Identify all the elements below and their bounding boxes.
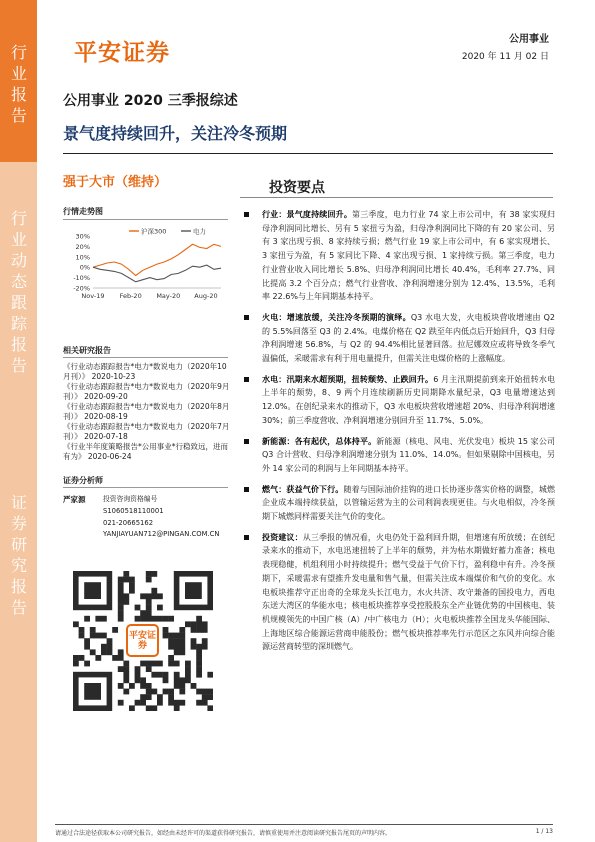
qr-module [146, 616, 152, 622]
qr-module [163, 672, 169, 678]
y-tick-label: 20% [75, 242, 90, 251]
rating-badge: 强于大市（维持） [63, 175, 168, 190]
qr-module [140, 593, 146, 599]
qr-module [101, 644, 107, 650]
qr-module [174, 683, 180, 689]
qr-module [202, 689, 208, 695]
qr-module [151, 593, 157, 599]
qr-module [207, 694, 213, 700]
qr-module [101, 649, 107, 655]
qr-module [112, 655, 118, 661]
qr-module [118, 666, 124, 672]
bullet-square-icon [244, 315, 249, 320]
qr-module [191, 621, 197, 627]
analyst-info [103, 494, 219, 541]
qr-module [185, 661, 191, 667]
qr-module [157, 661, 163, 667]
qr-module [140, 677, 146, 683]
qr-module [202, 644, 208, 650]
qr-module [151, 616, 157, 622]
related-report-link[interactable]: 《行业动态跟踪报告*电力*数说电力（2020年8月刊）》 2020-08-19 [63, 402, 230, 421]
highlight-item: 燃气：获益气价下行。随着与国际油价挂钩的进口长协逐步落实价格的调整，城燃企业成本端持续获益，以管输运营为主的公司利润表现更佳。与火电相似，冷冬预期下城燃同样需要关注气价的变化。 [240, 483, 555, 524]
qr-module [123, 593, 129, 599]
qr-module [202, 700, 208, 706]
qr-module [179, 627, 185, 633]
series-line-power [93, 265, 221, 282]
x-tick-label: May-20 [156, 292, 181, 300]
qr-module [79, 627, 85, 633]
bullet-square-icon [244, 212, 249, 217]
highlight-item: 新能源：各有起伏，总体持平。新能源（核电、风电、光伏发电）板块 15 家公司 Q3 合计营收、归母净利润增速分别为 11.0%、14.0%。但如果剔除中国核电，另外 14 家公司的利润与上年同期基本持平。 [240, 435, 555, 476]
qr-module [191, 627, 197, 633]
qr-module [118, 593, 124, 599]
y-tick-label: 0% [79, 263, 90, 272]
qr-module [146, 610, 152, 616]
title-divider [63, 153, 553, 154]
related-report-link[interactable]: 《行业动态跟踪报告*电力*数说电力（2020年10月刊）》 2020-10-23 [63, 362, 227, 381]
qr-module [207, 705, 213, 711]
qr-module [163, 616, 169, 622]
qr-module [129, 705, 135, 711]
qr-module [118, 577, 124, 583]
qr-module [90, 649, 96, 655]
qr-module [196, 655, 202, 661]
qr-module [191, 644, 197, 650]
qr-module [196, 621, 202, 627]
qr-module [163, 633, 169, 639]
qr-module [146, 705, 152, 711]
qr-module [146, 593, 152, 599]
qr-module [151, 661, 157, 667]
qr-module [179, 683, 185, 689]
qr-module [207, 672, 213, 678]
analyst-email[interactable]: YANJIAYUAN712@PINGAN.COM.CN [103, 530, 220, 539]
legend-label: 电力 [193, 227, 206, 236]
qr-module [123, 689, 129, 695]
analyst-cert-number: S1060518110001 [103, 506, 164, 515]
qr-module [118, 605, 124, 611]
qr-module [196, 666, 202, 672]
highlight-item: 行业：景气度持续回升。第三季度，电力行业 74 家上市公司中，有 38 家实现归母净利润同比增长、另有 5 家扭亏为盈，归母净利润同比下降的有 20 家公司、另有 3 家出现亏损、8 家持续亏损；燃气行业 19 家上市公司中，有 6 家实现增长、3 家扭亏为盈，有 5 家同比下降、4 家出现亏损、1 家持续亏损。第三季度，电力行业营业收入同比增长 5.8%、归母净利润同比增长 40.4%，毛利率 27.7%、同比提高 3.2 个百分点；燃气行业营收、净利润增速分别为 12.4%、13.5%，毛利率 22.6%与上年同期基本持平。 [240, 208, 555, 304]
qr-module [163, 689, 169, 695]
highlight-item: 水电：汛期来水超预期，扭转颓势、止跌回升。6 月主汛期提前到来开始扭转水电上半年的颓势，8、9 两个月连续刷新历史同期降水量纪录，Q3 电量增速达到 12.0%。在创纪录来水的推动下，Q3 水电板块营收增速超 20%、归母净利润增速 30%；前三季度营收、净利润增速分别回升至 11.7%、5.0%。 [240, 373, 555, 428]
qr-module [191, 638, 197, 644]
qr-module [174, 700, 180, 706]
qr-module [179, 700, 185, 706]
qr-module [185, 677, 191, 683]
qr-module [168, 633, 174, 639]
qr-module [73, 661, 79, 667]
qr-module [123, 666, 129, 672]
qr-module [146, 689, 152, 695]
company-logo: 平安证券 [74, 40, 170, 66]
qr-module [163, 627, 169, 633]
qr-module [84, 644, 90, 650]
sidebar-research-label: 证券研究报告 [10, 493, 27, 617]
qr-module [202, 627, 208, 633]
qr-module [140, 661, 146, 667]
report-title: 公用事业 2020 三季报综述 [63, 93, 238, 109]
qr-module [179, 638, 185, 644]
qr-module [179, 689, 185, 695]
qr-module [174, 661, 180, 667]
qr-module [174, 677, 180, 683]
qr-module [151, 588, 157, 594]
qr-module [123, 577, 129, 583]
qr-module [118, 582, 124, 588]
qr-module [202, 621, 208, 627]
qr-module [196, 689, 202, 695]
divider [63, 487, 228, 488]
related-report-link[interactable]: 《行业动态跟踪报告*电力*数说电力（2020年9月刊）》 2020-09-20 [63, 382, 230, 401]
qr-module [129, 577, 135, 583]
related-reports-label: 相关研究报告 [63, 346, 111, 355]
qr-module [95, 616, 101, 622]
y-tick-label: 10% [75, 253, 90, 262]
qr-finder [185, 582, 202, 599]
y-tick-label: 30% [75, 232, 90, 241]
qr-module [135, 672, 141, 678]
footer-disclaimer: 请通过合法途径获取本公司研究报告，如经由未经许可的渠道获得研究报告，请慎重使用并注意阅读研究报告尾页的声明内容。 [55, 830, 392, 837]
x-tick-label: Feb-20 [119, 292, 142, 300]
qr-module [185, 666, 191, 672]
qr-module [174, 638, 180, 644]
qr-module [157, 593, 163, 599]
qr-module [168, 644, 174, 650]
qr-module [123, 677, 129, 683]
qr-module [118, 610, 124, 616]
trend-chart-label: 行情走势图 [63, 207, 103, 216]
analyst-label: 证券分析师 [63, 476, 103, 485]
qr-module [185, 672, 191, 678]
footer [55, 828, 553, 837]
qr-module [101, 633, 107, 639]
section-divider [240, 197, 553, 198]
qr-module [140, 700, 146, 706]
qr-module [157, 694, 163, 700]
analyst-name: 严家源 [63, 495, 86, 504]
y-tick-label: -10% [73, 274, 90, 283]
qr-module [174, 672, 180, 678]
qr-module [202, 694, 208, 700]
qr-module [118, 588, 124, 594]
section-title: 投资要点 [269, 180, 325, 196]
bullet-square-icon [244, 535, 249, 540]
qr-module [79, 633, 85, 639]
qr-module [140, 610, 146, 616]
qr-module [146, 661, 152, 667]
analyst-cert-label: 投资咨询资格编号 [103, 495, 158, 503]
qr-module [174, 644, 180, 650]
related-reports-list [63, 362, 233, 462]
highlight-item: 投资建议：从三季报的情况看，火电仍处于盈利回升期，但增速有所放缓；在创纪录来水的推动下，水电迅速扭转了上半年的颓势，并为枯水期做好蓄力准备；核电表现稳健，机组利用小时持续提升；燃气受益于气价下行，盈利稳中有升。冷冬预期下，采暖需求有望推升发电量和售气量，但需关注成本端煤价和气价的变化。水电板块推荐守正出奇的全球龙头长江电力，水火共济、攻守兼备的国投电力，西电东送大湾区的华能水电；核电板块推荐享受控股股东全产业链优势的中国核电、装机规模领先的中国广核（A）/中广核电力（H）；火电板块推荐全国龙头华能国际、上海地区综合能源运营商申能股份；燃气板块推荐率先行示范区之东风并向综合能源运营商转型的深圳燃气。 [240, 531, 555, 654]
qr-module [118, 655, 124, 661]
qr-module [179, 633, 185, 639]
qr-module [157, 672, 163, 678]
investment-highlights [240, 208, 555, 661]
qr-module [123, 599, 129, 605]
trend-chart [63, 222, 228, 302]
qr-module [168, 638, 174, 644]
qr-module [151, 571, 157, 577]
x-tick-label: Nov-19 [81, 292, 105, 300]
qr-module [196, 661, 202, 667]
qr-module [135, 616, 141, 622]
qr-module [107, 644, 113, 650]
sidebar-report-type: 行业报告 [10, 43, 27, 125]
qr-module [73, 655, 79, 661]
qr-module [163, 677, 169, 683]
header-date: 2020 年 11 月 02 日 [461, 52, 549, 62]
qr-module [118, 700, 124, 706]
legend-label: 沪深300 [141, 227, 167, 236]
qr-module [168, 616, 174, 622]
qr-module [107, 649, 113, 655]
page-number: 1 / 13 [535, 828, 553, 835]
qr-module [118, 683, 124, 689]
related-report-link[interactable]: 《行业半年度策略报告*公用事业*行稳致远，进而有为》 2020-06-24 [63, 442, 228, 461]
qr-module [157, 605, 163, 611]
qr-module [90, 627, 96, 633]
qr-module [168, 694, 174, 700]
qr-module [168, 655, 174, 661]
qr-module [196, 644, 202, 650]
qr-module [146, 683, 152, 689]
qr-module [146, 694, 152, 700]
qr-module [135, 700, 141, 706]
y-tick-label: -20% [73, 284, 90, 293]
footer-divider [55, 824, 553, 825]
related-report-link[interactable]: 《行业动态跟踪报告*电力*数说电力（2020年7月刊）》 2020-07-18 [63, 422, 230, 441]
qr-module [140, 694, 146, 700]
qr-module [123, 672, 129, 678]
qr-module [84, 616, 90, 622]
qr-module [135, 605, 141, 611]
qr-module [112, 627, 118, 633]
qr-module [179, 644, 185, 650]
qr-module [168, 661, 174, 667]
qr-module [129, 582, 135, 588]
qr-module [107, 638, 113, 644]
qr-module [157, 700, 163, 706]
qr-finder [84, 582, 101, 599]
qr-module [185, 621, 191, 627]
sidebar-report-subtype: 行业动态跟踪报告 [10, 209, 27, 375]
qr-module [140, 683, 146, 689]
qr-module [207, 689, 213, 695]
x-tick-label: Aug-20 [194, 292, 218, 300]
qr-module [168, 700, 174, 706]
qr-module [123, 571, 129, 577]
qr-module [179, 649, 185, 655]
qr-module [151, 705, 157, 711]
qr-module [129, 683, 135, 689]
qr-module [174, 705, 180, 711]
qr-module [140, 616, 146, 622]
qr-module [191, 683, 197, 689]
qr-module [196, 627, 202, 633]
qr-module [157, 616, 163, 622]
header-category: 公用事业 [509, 34, 549, 45]
qr-module [202, 638, 208, 644]
report-subtitle: 景气度持续回升，关注冷冬预期 [63, 124, 288, 143]
qr-module [129, 588, 135, 594]
qr-module [174, 633, 180, 639]
bullet-square-icon [244, 377, 249, 382]
qr-module [95, 633, 101, 639]
qr-module [95, 655, 101, 661]
qr-module [196, 616, 202, 622]
qr-module [118, 649, 124, 655]
qr-module [151, 672, 157, 678]
qr-module [118, 616, 124, 622]
qr-module [146, 666, 152, 672]
qr-module [135, 677, 141, 683]
qr-logo: 平安证券 [126, 624, 159, 657]
qr-module [73, 621, 79, 627]
qr-finder [84, 683, 101, 700]
qr-module [196, 700, 202, 706]
qr-module [196, 672, 202, 678]
qr-module [146, 571, 152, 577]
qr-module [168, 689, 174, 695]
qr-module [90, 633, 96, 639]
qr-module [146, 599, 152, 605]
highlight-item: 火电：增速放缓，关注冷冬预期的演绎。Q3 水电大发，火电板块营收增速由 Q2 的 5.5%回落至 Q3 的 2.4%。电煤价格在 Q2 跌至年内低点后开始回升，Q3 归母净利润增速 56.8%，与 Q2 的 94.4%相比显著回落。拉尼娜效应或将导致冬季气温偏低，采暖需求有利于用电量提升，但需关注电煤价格的上涨幅度。 [240, 311, 555, 366]
divider [63, 219, 228, 220]
qr-module [196, 649, 202, 655]
qr-module [84, 661, 90, 667]
qr-module [146, 605, 152, 611]
qr-module [174, 649, 180, 655]
qr-module [179, 677, 185, 683]
qr-module [101, 616, 107, 622]
qr-module [135, 666, 141, 672]
analyst-phone: 021-20665162 [103, 518, 154, 527]
divider [63, 357, 228, 358]
qr-module [84, 638, 90, 644]
qr-module [146, 577, 152, 583]
qr-module [123, 661, 129, 667]
qr-module [151, 689, 157, 695]
qr-module [79, 655, 85, 661]
bullet-square-icon [244, 439, 249, 444]
bullet-square-icon [244, 487, 249, 492]
qr-module [118, 599, 124, 605]
